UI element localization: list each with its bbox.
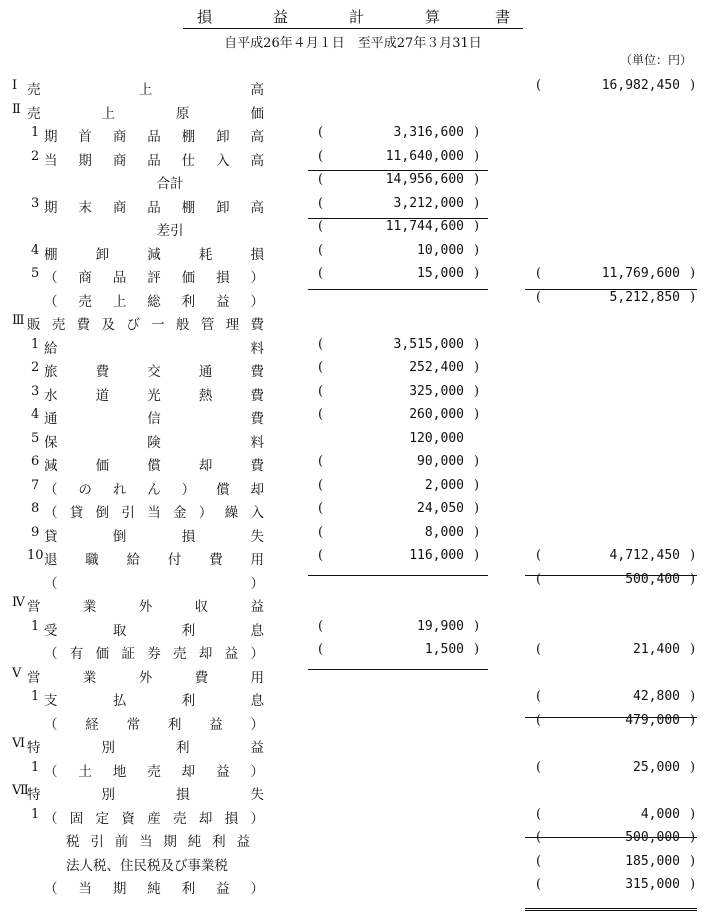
close-paren: ) xyxy=(690,689,696,704)
open-paren: ( xyxy=(536,266,542,281)
open-paren: ( xyxy=(536,853,542,869)
detail-amount: 90,000 xyxy=(417,454,464,469)
open-paren: ( xyxy=(318,266,324,281)
statement-row xyxy=(0,382,706,404)
account-label: 期末商品棚卸高 xyxy=(44,199,264,216)
open-paren: ( xyxy=(536,712,542,728)
row-number: 1 xyxy=(31,336,40,352)
close-paren: ) xyxy=(690,806,696,822)
row-number: 2 xyxy=(31,360,40,375)
open-paren: ( xyxy=(318,242,324,258)
open-paren: ( xyxy=(536,642,542,657)
statement-row xyxy=(0,758,706,780)
account-label: （当期純利益） xyxy=(44,881,264,897)
statement-row xyxy=(0,734,706,756)
detail-amount: 14,956,600 xyxy=(385,172,464,187)
account-label: （ ） xyxy=(44,575,264,592)
open-paren: ( xyxy=(318,148,324,164)
open-paren: ( xyxy=(318,219,324,234)
subtotal-rule xyxy=(308,170,488,171)
row-number: 4 xyxy=(31,407,40,422)
row-number: Ⅰ xyxy=(12,78,18,93)
row-number: 4 xyxy=(31,242,40,258)
statement-row xyxy=(0,264,706,286)
statement-row xyxy=(0,523,706,545)
statement-row xyxy=(0,805,706,827)
close-paren: ) xyxy=(474,501,480,516)
close-paren: ) xyxy=(690,830,696,845)
open-paren: ( xyxy=(536,78,542,93)
detail-amount: 24,050 xyxy=(417,501,464,516)
open-paren: ( xyxy=(318,524,324,540)
open-paren: ( xyxy=(318,454,324,469)
open-paren: ( xyxy=(318,195,324,211)
statement-row xyxy=(0,617,706,639)
open-paren: ( xyxy=(536,548,542,563)
open-paren: ( xyxy=(536,571,542,587)
subtotal-rule xyxy=(525,837,697,838)
open-paren: ( xyxy=(318,548,324,563)
statement-row xyxy=(0,687,706,709)
close-paren: ) xyxy=(690,548,696,563)
statement-row xyxy=(0,429,706,451)
statement-row xyxy=(0,476,706,498)
close-paren: ) xyxy=(474,125,480,140)
close-paren: ) xyxy=(474,242,480,258)
total-amount: 42,800 xyxy=(633,689,680,704)
account-label: 特別損失 xyxy=(27,787,264,803)
statement-row xyxy=(0,288,706,310)
open-paren: ( xyxy=(318,336,324,352)
account-label: 差引 xyxy=(156,223,184,239)
row-number: 5 xyxy=(31,266,40,281)
statement-row xyxy=(0,217,706,239)
open-paren: ( xyxy=(536,759,542,775)
statement-row xyxy=(0,170,706,192)
statement-row xyxy=(0,875,706,897)
row-number: Ⅵ xyxy=(12,736,26,751)
subtotal-rule xyxy=(525,575,697,576)
fiscal-period: 自平成26年４月１日 至平成27年３月31日 xyxy=(224,36,482,51)
open-paren: ( xyxy=(536,689,542,704)
statement-row xyxy=(0,711,706,733)
close-paren: ) xyxy=(690,78,696,93)
close-paren: ) xyxy=(474,172,480,187)
statement-row xyxy=(0,546,706,568)
detail-amount: 8,000 xyxy=(424,524,464,540)
account-label: 保険料 xyxy=(44,434,264,451)
row-number: 3 xyxy=(31,383,40,399)
close-paren: ) xyxy=(690,266,696,281)
statement-row xyxy=(0,499,706,521)
detail-amount: 19,900 xyxy=(417,618,464,634)
statement-row xyxy=(0,828,706,850)
detail-amount: 325,000 xyxy=(409,383,464,399)
close-paren: ) xyxy=(474,454,480,469)
title-char: 益 xyxy=(273,8,289,26)
open-paren: ( xyxy=(318,477,324,493)
account-label: 棚卸減耗損 xyxy=(44,246,264,263)
title-char: 書 xyxy=(495,8,511,26)
account-label: 給料 xyxy=(44,340,264,357)
close-paren: ) xyxy=(690,853,696,869)
total-amount: 21,400 xyxy=(633,642,680,657)
account-label: 支払利息 xyxy=(44,693,264,709)
row-number: 5 xyxy=(31,430,40,446)
account-label: 減価償却費 xyxy=(44,458,264,474)
account-label: （のれん）償却 xyxy=(44,481,264,498)
account-label: 水道光熱費 xyxy=(44,387,264,404)
row-number: Ⅶ xyxy=(12,783,29,798)
row-number: 8 xyxy=(31,501,40,516)
row-number: 7 xyxy=(31,477,40,493)
row-number: 1 xyxy=(31,759,40,775)
total-amount: 500,400 xyxy=(625,571,680,587)
account-label: （固定資産売却損） xyxy=(44,810,264,827)
statement-row xyxy=(0,311,706,333)
total-double-rule xyxy=(525,908,697,911)
statement-row xyxy=(0,123,706,145)
statement-row xyxy=(0,241,706,263)
close-paren: ) xyxy=(474,524,480,540)
detail-amount: 116,000 xyxy=(409,548,464,563)
statement-row xyxy=(0,452,706,474)
detail-amount: 11,744,600 xyxy=(385,219,464,234)
statement-row xyxy=(0,593,706,615)
close-paren: ) xyxy=(690,571,696,587)
subtotal-rule xyxy=(308,575,488,576)
total-amount: 4,000 xyxy=(640,806,680,822)
account-label: 販売費及び一般管理費 xyxy=(27,317,264,333)
row-number: 2 xyxy=(31,148,40,164)
statement-row xyxy=(0,335,706,357)
open-paren: ( xyxy=(536,877,542,892)
close-paren: ) xyxy=(690,642,696,657)
open-paren: ( xyxy=(318,642,324,657)
close-paren: ) xyxy=(474,383,480,399)
detail-amount: 120,000 xyxy=(409,430,464,446)
detail-amount: 3,212,000 xyxy=(393,195,464,211)
statement-row xyxy=(0,570,706,592)
subtotal-rule xyxy=(308,289,488,290)
account-label: 税引前当期純利益 xyxy=(66,834,250,850)
close-paren: ) xyxy=(690,759,696,775)
close-paren: ) xyxy=(474,477,480,493)
open-paren: ( xyxy=(318,172,324,187)
statement-row xyxy=(0,194,706,216)
statement-row xyxy=(0,358,706,380)
close-paren: ) xyxy=(690,289,696,305)
open-paren: ( xyxy=(318,125,324,140)
row-number: 10 xyxy=(27,548,44,563)
row-number: Ⅱ xyxy=(12,101,21,117)
account-label: 受取利息 xyxy=(44,622,264,639)
account-label: （有価証券売却益） xyxy=(44,646,264,662)
statement-row xyxy=(0,852,706,874)
open-paren: ( xyxy=(318,407,324,422)
close-paren: ) xyxy=(690,712,696,728)
account-label: 売上高 xyxy=(27,82,264,98)
account-label: 貸倒損失 xyxy=(44,528,264,545)
close-paren: ) xyxy=(690,877,696,892)
account-label: 退職給付費用 xyxy=(44,552,264,568)
detail-amount: 11,640,000 xyxy=(385,148,464,164)
title-char: 計 xyxy=(349,8,365,26)
open-paren: ( xyxy=(318,360,324,375)
close-paren: ) xyxy=(474,548,480,563)
close-paren: ) xyxy=(474,642,480,657)
account-label: 特別利益 xyxy=(27,740,264,756)
account-label: 営業外費用 xyxy=(27,669,264,686)
account-label: 合計 xyxy=(156,176,184,192)
row-number: 1 xyxy=(31,125,40,140)
account-label: 通信費 xyxy=(44,411,264,427)
detail-amount: 3,316,600 xyxy=(393,125,464,140)
row-number: 3 xyxy=(31,195,40,211)
row-number: Ⅴ xyxy=(12,665,22,681)
subtotal-rule xyxy=(525,717,697,718)
open-paren: ( xyxy=(318,383,324,399)
account-label: （土地売却益） xyxy=(44,763,264,780)
statement-row xyxy=(0,405,706,427)
total-amount: 11,769,600 xyxy=(601,266,680,281)
subtotal-rule xyxy=(308,669,488,670)
statement-title xyxy=(183,4,523,29)
subtotal-rule xyxy=(308,218,488,219)
total-amount: 5,212,850 xyxy=(609,289,680,305)
account-label: 期首商品棚卸高 xyxy=(44,129,264,145)
open-paren: ( xyxy=(536,806,542,822)
total-amount: 500,000 xyxy=(625,830,680,845)
detail-amount: 3,515,000 xyxy=(393,336,464,352)
close-paren: ) xyxy=(474,219,480,234)
open-paren: ( xyxy=(318,501,324,516)
open-paren: ( xyxy=(536,830,542,845)
row-number: 9 xyxy=(31,524,40,540)
statement-row xyxy=(0,100,706,122)
detail-amount: 15,000 xyxy=(417,266,464,281)
close-paren: ) xyxy=(474,195,480,211)
row-number: Ⅲ xyxy=(12,313,25,328)
close-paren: ) xyxy=(474,407,480,422)
detail-amount: 252,400 xyxy=(409,360,464,375)
total-amount: 479,000 xyxy=(625,712,680,728)
currency-unit: （単位：円） xyxy=(619,53,692,67)
total-amount: 25,000 xyxy=(633,759,680,775)
account-label: （売上総利益） xyxy=(44,293,264,310)
row-number: 1 xyxy=(31,618,40,634)
title-char: 算 xyxy=(425,8,441,26)
account-label: （貸倒引当金）繰入 xyxy=(44,505,264,521)
account-label: 売上原価 xyxy=(27,105,264,122)
statement-row xyxy=(0,147,706,169)
row-number: 1 xyxy=(31,806,40,822)
account-label: 旅費交通費 xyxy=(44,364,264,380)
open-paren: ( xyxy=(536,289,542,305)
close-paren: ) xyxy=(474,618,480,634)
account-label: 法人税、住民税及び事業税 xyxy=(66,857,228,874)
detail-amount: 1,500 xyxy=(424,642,464,657)
total-amount: 315,000 xyxy=(625,877,680,892)
close-paren: ) xyxy=(474,336,480,352)
close-paren: ) xyxy=(474,148,480,164)
row-number: 1 xyxy=(31,689,40,704)
statement-row xyxy=(0,76,706,98)
statement-row xyxy=(0,640,706,662)
detail-amount: 260,000 xyxy=(409,407,464,422)
detail-amount: 10,000 xyxy=(417,242,464,258)
row-number: Ⅳ xyxy=(12,595,25,610)
total-amount: 4,712,450 xyxy=(609,548,680,563)
total-amount: 185,000 xyxy=(625,853,680,869)
total-amount: 16,982,450 xyxy=(601,78,680,93)
account-label: 当期商品仕入高 xyxy=(44,152,264,169)
close-paren: ) xyxy=(474,266,480,281)
detail-amount: 2,000 xyxy=(424,477,464,493)
statement-row xyxy=(0,664,706,686)
account-label: 営業外収益 xyxy=(27,599,264,615)
subtotal-rule xyxy=(525,289,697,290)
account-label: （経常利益） xyxy=(44,716,264,733)
open-paren: ( xyxy=(318,618,324,634)
close-paren: ) xyxy=(474,360,480,375)
title-char: 損 xyxy=(197,8,213,26)
statement-row xyxy=(0,781,706,803)
row-number: 6 xyxy=(31,454,40,469)
account-label: （商品評価損） xyxy=(44,270,264,286)
